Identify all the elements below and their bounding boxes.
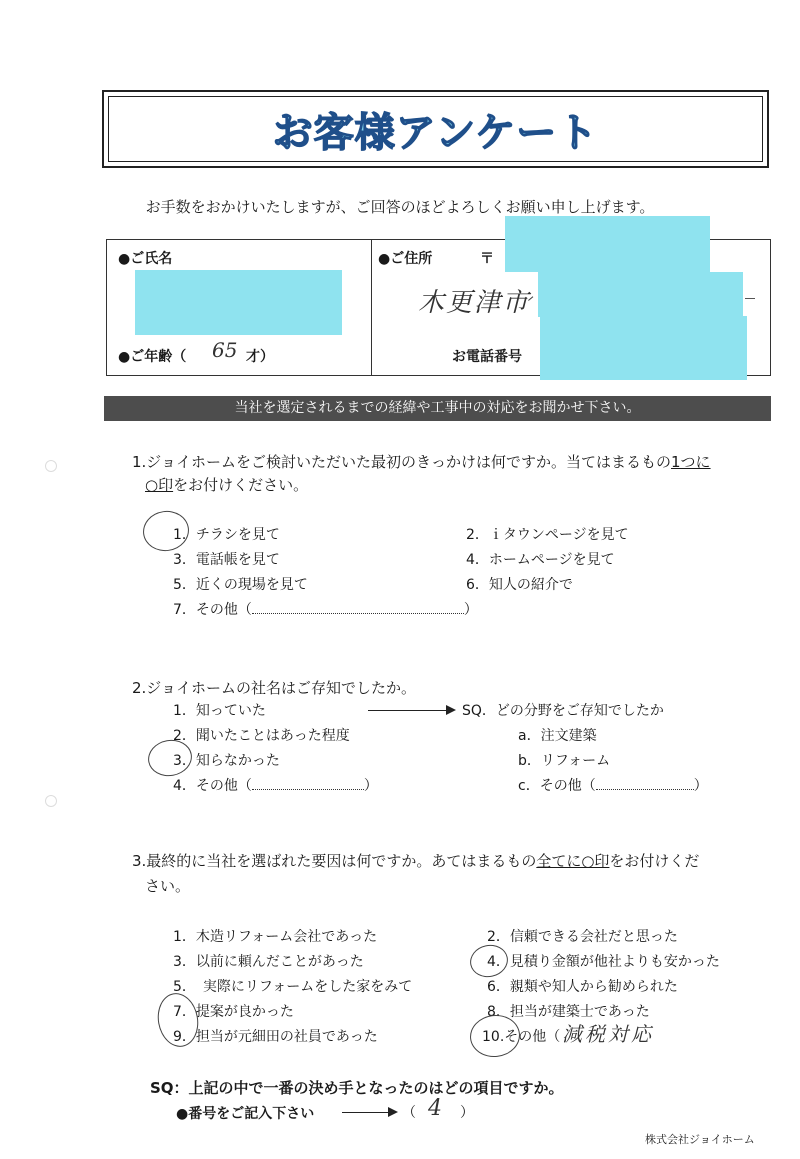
age-label: ●ご年齢（ bbox=[118, 349, 187, 365]
q2-option-other: 4．その他（ ） bbox=[173, 778, 378, 794]
age-suffix: 才） bbox=[246, 349, 274, 365]
q3-option: 9．担当が元細田の社員であった bbox=[173, 1029, 378, 1045]
q2-sq-text: SQ．どの分野をご存知でしたか bbox=[462, 703, 664, 719]
q1-text-line2: ○印をお付けください。 bbox=[145, 476, 309, 494]
q3-option: 10.その他（ bbox=[482, 1029, 561, 1045]
company-name: 株式会社ジョイホーム bbox=[645, 1133, 755, 1146]
sq-final-answer: 4 bbox=[428, 1096, 442, 1121]
q3-option: 7．提案が良かった bbox=[173, 1004, 294, 1020]
q1-option: 2．ｉタウンページを見て bbox=[466, 527, 629, 543]
address-label: ●ご住所 bbox=[378, 251, 433, 267]
name-label: ●ご氏名 bbox=[118, 251, 173, 267]
page-title: お客様アンケート bbox=[272, 109, 599, 156]
info-divider bbox=[371, 240, 372, 375]
q3-option: 6．親類や知人から勧められた bbox=[487, 979, 678, 995]
q3-option: 8．担当が建築士であった bbox=[487, 1004, 650, 1020]
q3-other-value: 減税対応 bbox=[562, 1022, 654, 1046]
q3-option: 1．木造リフォーム会社であった bbox=[173, 929, 378, 945]
redacted-phone bbox=[540, 316, 747, 380]
arrow-line bbox=[368, 710, 448, 711]
q1-option: 4．ホームページを見て bbox=[466, 552, 615, 568]
sq-final-text: SQ：上記の中で一番の決め手となったのはどの項目ですか。 bbox=[150, 1079, 564, 1097]
q3-option: 2．信頼できる会社だと思った bbox=[487, 929, 678, 945]
age-value: 65 bbox=[212, 338, 238, 362]
arrow-line bbox=[342, 1112, 390, 1113]
intro-text: お手数をおかけいたしますが、ご回答のほどよろしくお願い申し上げます。 bbox=[145, 198, 655, 216]
q3-text-line1: 3.最終的に当社を選ばれた要因は何ですか。あてはまるもの全てに○印をお付けくだ bbox=[132, 852, 700, 870]
q2-option: 1．知っていた bbox=[173, 703, 266, 719]
arrow-right-icon bbox=[446, 705, 456, 715]
address-value: 木更津市 bbox=[418, 288, 531, 318]
title-frame bbox=[102, 90, 769, 168]
sq-final-paren-close: ） bbox=[460, 1105, 474, 1121]
phone-label: お電話番号 bbox=[452, 349, 522, 365]
q2-sq-option-other: c．その他（ ） bbox=[518, 778, 708, 794]
q2-option: 2．聞いたことはあった程度 bbox=[173, 728, 350, 744]
arrow-right-icon bbox=[388, 1107, 398, 1117]
sq-final-prompt: ●番号をご記入下さい bbox=[176, 1106, 315, 1122]
q2-option: 3．知らなかった bbox=[173, 753, 280, 769]
redacted-address bbox=[538, 272, 743, 317]
section-banner: 当社を選定されるまでの経緯や工事中の対応をお聞かせ下さい。 bbox=[104, 396, 771, 421]
sq-final-paren-open: （ bbox=[402, 1105, 416, 1121]
q3-text-line2: さい。 bbox=[145, 877, 191, 895]
handwriting-stroke bbox=[745, 298, 755, 299]
q2-sq-option: b．リフォーム bbox=[518, 753, 611, 769]
q1-option: 1．チラシを見て bbox=[173, 527, 280, 543]
redacted-name bbox=[135, 270, 342, 335]
q3-option: 3．以前に頼んだことがあった bbox=[173, 954, 364, 970]
q2-text: 2.ジョイホームの社名はご存知でしたか。 bbox=[132, 679, 417, 697]
binder-hole bbox=[45, 795, 57, 807]
q3-option: 4．見積り金額が他社よりも安かった bbox=[487, 954, 720, 970]
redacted-postal bbox=[505, 216, 710, 272]
q1-text-line1: 1.ジョイホームをご検討いただいた最初のきっかけは何ですか。当てはまるもの1つに bbox=[132, 453, 711, 471]
q1-option: 5．近くの現場を見て bbox=[173, 577, 308, 593]
q1-option: 6．知人の紹介で bbox=[466, 577, 573, 593]
q1-option: 3．電話帳を見て bbox=[173, 552, 280, 568]
postal-mark: 〒 bbox=[480, 251, 494, 267]
q3-option: 5． 実際にリフォームをした家をみて bbox=[173, 979, 413, 995]
binder-hole bbox=[45, 460, 57, 472]
q2-sq-option: a．注文建築 bbox=[518, 728, 597, 744]
q1-option-other: 7．その他（ ） bbox=[173, 602, 478, 618]
